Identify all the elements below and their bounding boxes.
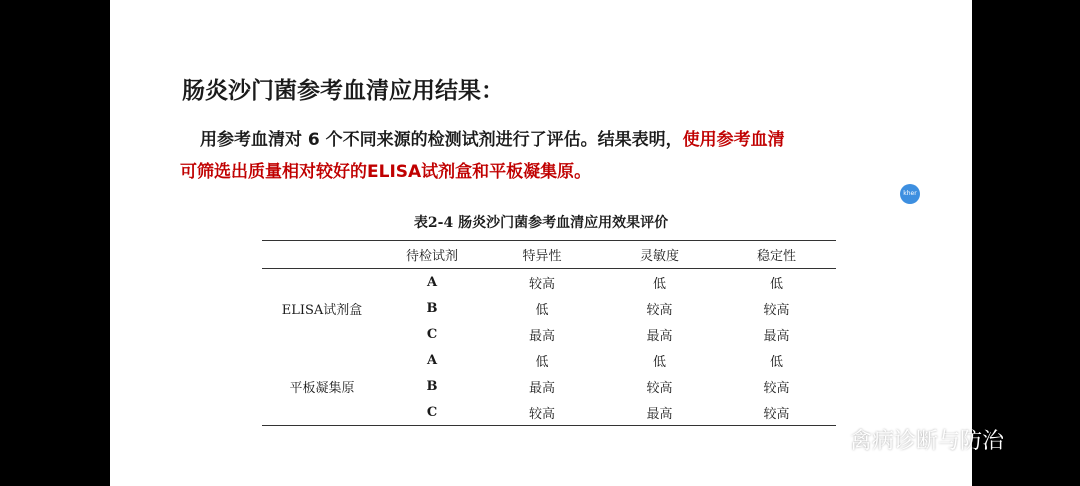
sensitivity-cell: 较高: [646, 380, 673, 396]
specificity-cell: 较高: [528, 276, 555, 292]
specificity-cell: 最高: [528, 380, 555, 396]
stability-cell: 较高: [763, 302, 790, 318]
sample-cell: C: [426, 404, 438, 420]
paragraph-highlight: 使用参考血清: [682, 130, 785, 150]
header-cell: [262, 241, 382, 269]
specificity-cell: 低: [535, 302, 549, 318]
sample-cell: B: [426, 378, 438, 394]
sample-cell: B: [426, 300, 438, 316]
sensitivity-cell: 较高: [646, 302, 673, 318]
header-cell: 特异性: [522, 249, 562, 264]
paragraph-highlight-line2: 可筛选出质量相对较好的ELISA试剂盒和平板凝集原。: [180, 162, 592, 182]
slide: [110, 0, 972, 486]
sample-cell: C: [426, 326, 438, 342]
sensitivity-cell: 低: [652, 276, 666, 292]
paragraph-text: 用参考血清对 6 个不同来源的检测试剂进行了评估。结果表明，: [200, 130, 683, 150]
watermark: [808, 424, 1004, 455]
group-label: ELISA试剂盒: [281, 302, 363, 318]
cursor-badge: kher: [900, 184, 920, 204]
specificity-cell: 最高: [528, 328, 555, 344]
stability-cell: 低: [769, 276, 783, 292]
specificity-cell: 低: [535, 354, 549, 370]
watermark-text: 禽病诊断与防治: [850, 429, 1005, 454]
slide-title: 肠炎沙门菌参考血清应用结果：: [182, 78, 504, 104]
sensitivity-cell: 最高: [646, 328, 673, 344]
sensitivity-cell: 最高: [646, 406, 673, 422]
sensitivity-cell: 低: [652, 354, 666, 370]
table-header-row: [262, 241, 836, 269]
wechat-icon: [808, 426, 842, 454]
stability-cell: 较高: [763, 406, 790, 422]
stability-cell: 最高: [763, 328, 790, 344]
stability-cell: 低: [769, 354, 783, 370]
header-cell: 稳定性: [756, 249, 796, 264]
result-paragraph: [180, 124, 900, 188]
table-row: [262, 347, 836, 373]
sample-cell: A: [426, 352, 438, 368]
stability-cell: 较高: [763, 380, 790, 396]
table-row: [262, 269, 836, 296]
group-label: 平板凝集原: [289, 380, 355, 396]
header-cell: 灵敏度: [639, 249, 679, 264]
evaluation-table: [262, 240, 836, 426]
sample-cell: A: [426, 274, 438, 290]
header-cell: 待检试剂: [405, 249, 458, 264]
table-caption: 表2-4 肠炎沙门菌参考血清应用效果评价: [413, 215, 669, 231]
specificity-cell: 较高: [528, 406, 555, 422]
